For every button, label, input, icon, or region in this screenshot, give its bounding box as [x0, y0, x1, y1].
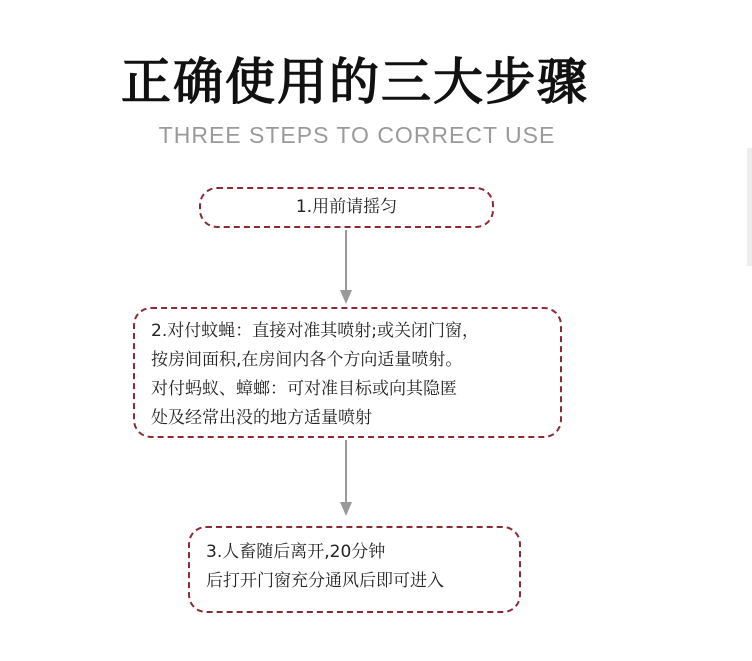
arrow-1-shaft [345, 230, 347, 292]
step-2-line-3: 对付蚂蚁、蟑螂：可对准目标或向其隐匿 [151, 379, 457, 399]
arrow-2-shaft [345, 440, 347, 504]
arrow-1-head [340, 290, 352, 304]
step-2-line-4: 处及经常出没的地方适量喷射 [151, 408, 372, 428]
step-1-box [199, 187, 494, 228]
arrow-2-head [340, 502, 352, 516]
step-2-line-1: 2.对付蚊蝇：直接对准其喷射;或关闭门窗， [151, 321, 479, 341]
step-3-line-2: 后打开门窗充分通风后即可进入 [206, 571, 444, 591]
step-2-line-2: 按房间面积,在房间内各个方向适量喷射。 [151, 350, 463, 370]
edge-divider [747, 148, 752, 266]
step-1-text: 1.用前请摇匀 [295, 197, 398, 217]
page-subtitle: THREE STEPS TO CORRECT USE [158, 122, 556, 148]
step-3-line-1: 3.人畜随后离开,20分钟 [206, 542, 386, 562]
step-3-box [188, 526, 521, 613]
step-2-box [133, 307, 562, 438]
page-title: 正确使用的三大步骤 [121, 52, 589, 111]
